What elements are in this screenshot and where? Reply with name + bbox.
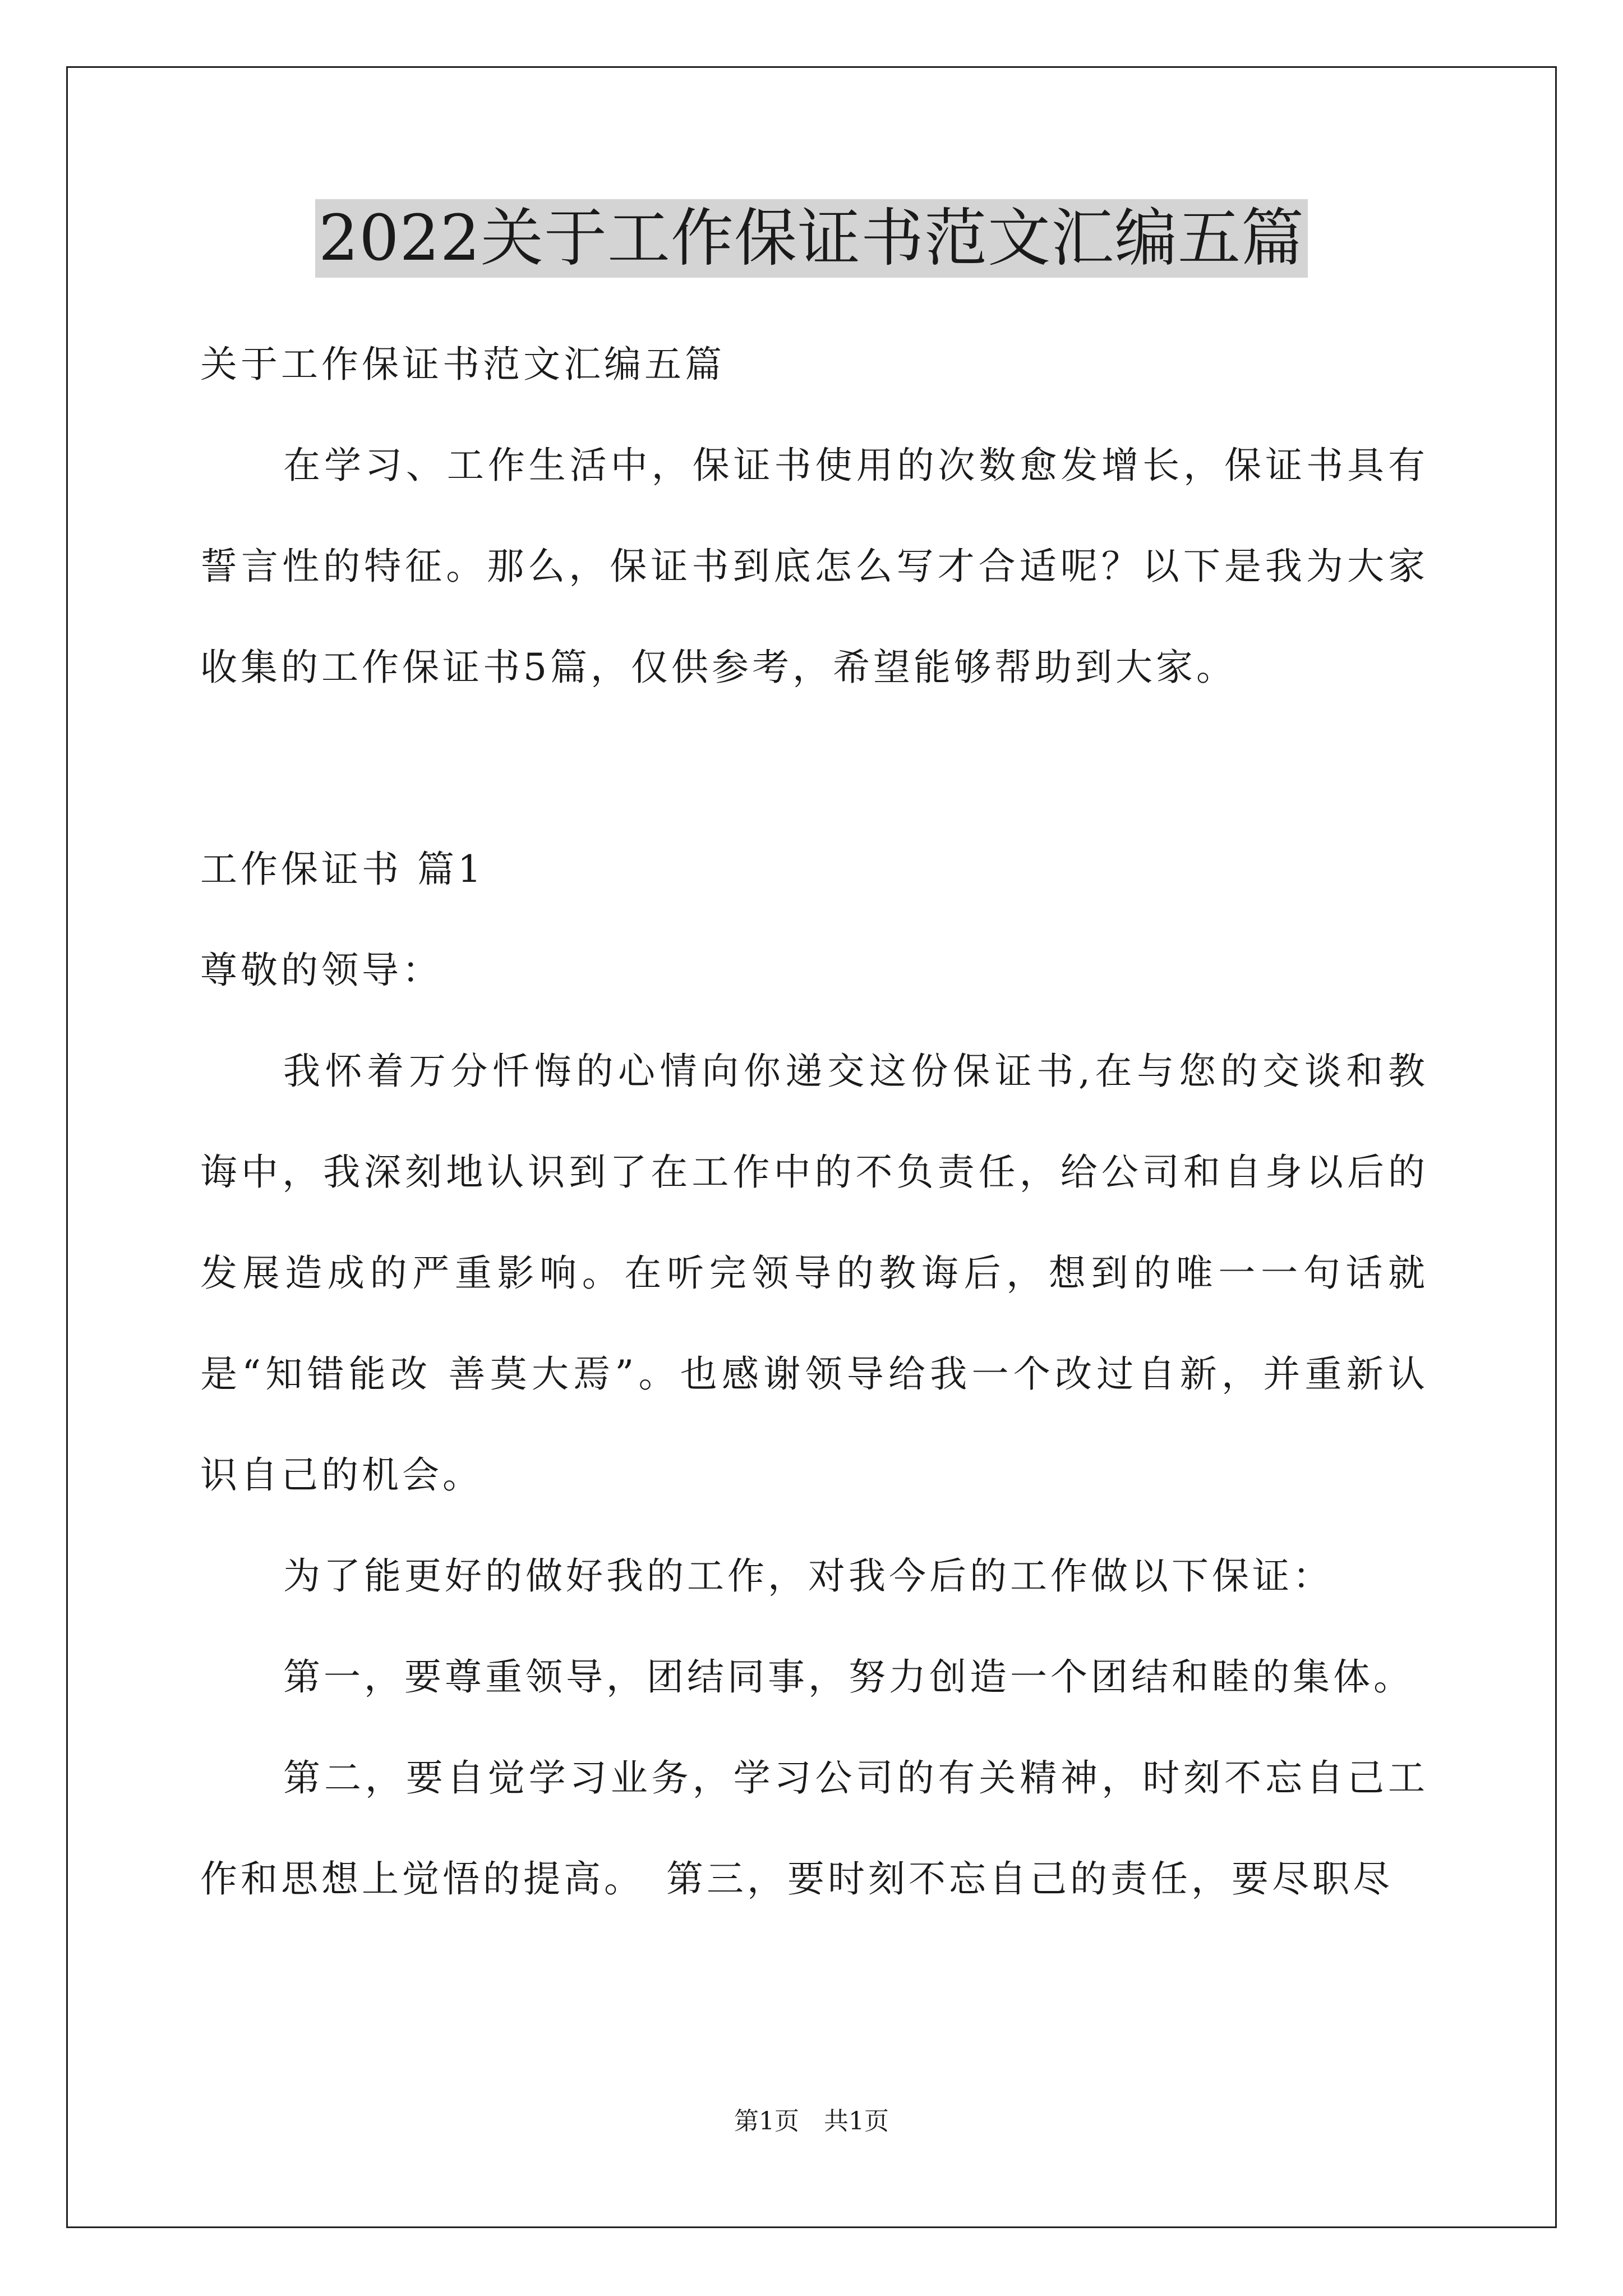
body-paragraph-1: 我怀着万分忏悔的心情向你递交这份保证书,在与您的交谈和教诲中，我深刻地认识到了在工作中的不负责任，给公司和自身以后的发展造成的严重影响。在听完领导的教诲后，想到的唯一一句话就是“知错能改 善莫大焉”。也感谢领导给我一个改过自新，并重新认识自己的机会。 (200, 1050, 1428, 1497)
page-footer (0, 2105, 1623, 2138)
page-number-current: 第1页 (734, 2107, 799, 2136)
document-body (200, 314, 1428, 1930)
body-paragraph-3: 第一，要尊重领导，团结同事，努力创造一个团结和睦的集体。 (283, 1655, 1414, 1699)
subtitle: 关于工作保证书范文汇编五篇 (200, 343, 725, 386)
salutation: 尊敬的领导： (200, 949, 442, 992)
document-title: 2022关于工作保证书范文汇编五篇 (315, 199, 1308, 278)
section-heading: 工作保证书 篇1 (200, 848, 485, 891)
intro-paragraph: 在学习、工作生活中，保证书使用的次数愈发增长，保证书具有誓言性的特征。那么，保证书到底怎么写才合适呢？以下是我为大家收集的工作保证书5篇，仅供参考，希望能够帮助到大家。 (200, 444, 1428, 689)
page-number-total: 共1页 (824, 2107, 889, 2136)
title-container (0, 199, 1623, 278)
body-paragraph-2: 为了能更好的做好我的工作，对我今后的工作做以下保证： (283, 1554, 1333, 1598)
section-spacer (200, 718, 1428, 819)
body-paragraph-4: 第二，要自觉学习业务，学习公司的有关精神，时刻不忘自己工作和思想上觉悟的提高。 第三，要时刻不忘自己的责任，要尽职尽 (200, 1756, 1428, 1901)
